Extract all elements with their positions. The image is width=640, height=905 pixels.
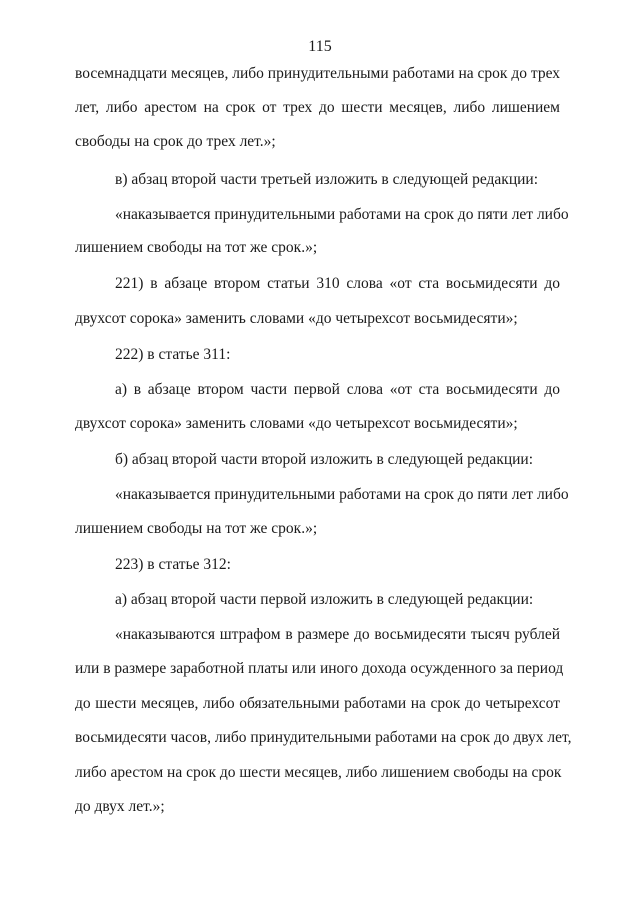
text-line: 221) в абзаце втором статьи 310 слова «от ста восьмидесяти до xyxy=(115,275,560,292)
text-line: свободы на срок до трех лет.»; xyxy=(75,133,276,150)
text-line: либо арестом на срок до шести месяцев, либо лишением свободы на срок xyxy=(75,764,562,781)
text-line: б) абзац второй части второй изложить в следующей редакции: xyxy=(115,451,534,468)
text-line: лишением свободы на тот же срок.»; xyxy=(75,520,318,537)
text-line: восемнадцати месяцев, либо принудительными работами на срок до трех xyxy=(75,65,560,82)
text-line: до шести месяцев, либо обязательными работами на срок до четырехсот xyxy=(75,695,560,712)
text-line: «наказывается принудительными работами на срок до пяти лет либо xyxy=(115,486,569,503)
text-line: лет, либо арестом на срок от трех до шести месяцев, либо лишением xyxy=(75,99,560,116)
text-line: 222) в статье 311: xyxy=(115,346,231,363)
text-line: восьмидесяти часов, либо принудительными работами на срок до двух лет, xyxy=(75,729,572,746)
text-line: двухсот сорока» заменить словами «до четырехсот восьмидесяти»; xyxy=(75,415,518,432)
text-line: двухсот сорока» заменить словами «до четырехсот восьмидесяти»; xyxy=(75,310,518,327)
text-line: 223) в статье 312: xyxy=(115,556,231,573)
text-line: до двух лет.»; xyxy=(75,798,165,815)
text-line: лишением свободы на тот же срок.»; xyxy=(75,239,318,256)
text-line: в) абзац второй части третьей изложить в следующей редакции: xyxy=(115,171,539,188)
text-line: «наказывается принудительными работами на срок до пяти лет либо xyxy=(115,206,569,223)
text-line: или в размере заработной платы или иного дохода осужденного за период xyxy=(75,660,564,677)
text-line: а) абзац второй части первой изложить в следующей редакции: xyxy=(115,591,534,608)
page-number: 115 xyxy=(308,38,332,55)
text-line: «наказываются штрафом в размере до восьмидесяти тысяч рублей xyxy=(115,626,560,643)
text-line: а) в абзаце втором части первой слова «от ста восьмидесяти до xyxy=(115,381,560,398)
